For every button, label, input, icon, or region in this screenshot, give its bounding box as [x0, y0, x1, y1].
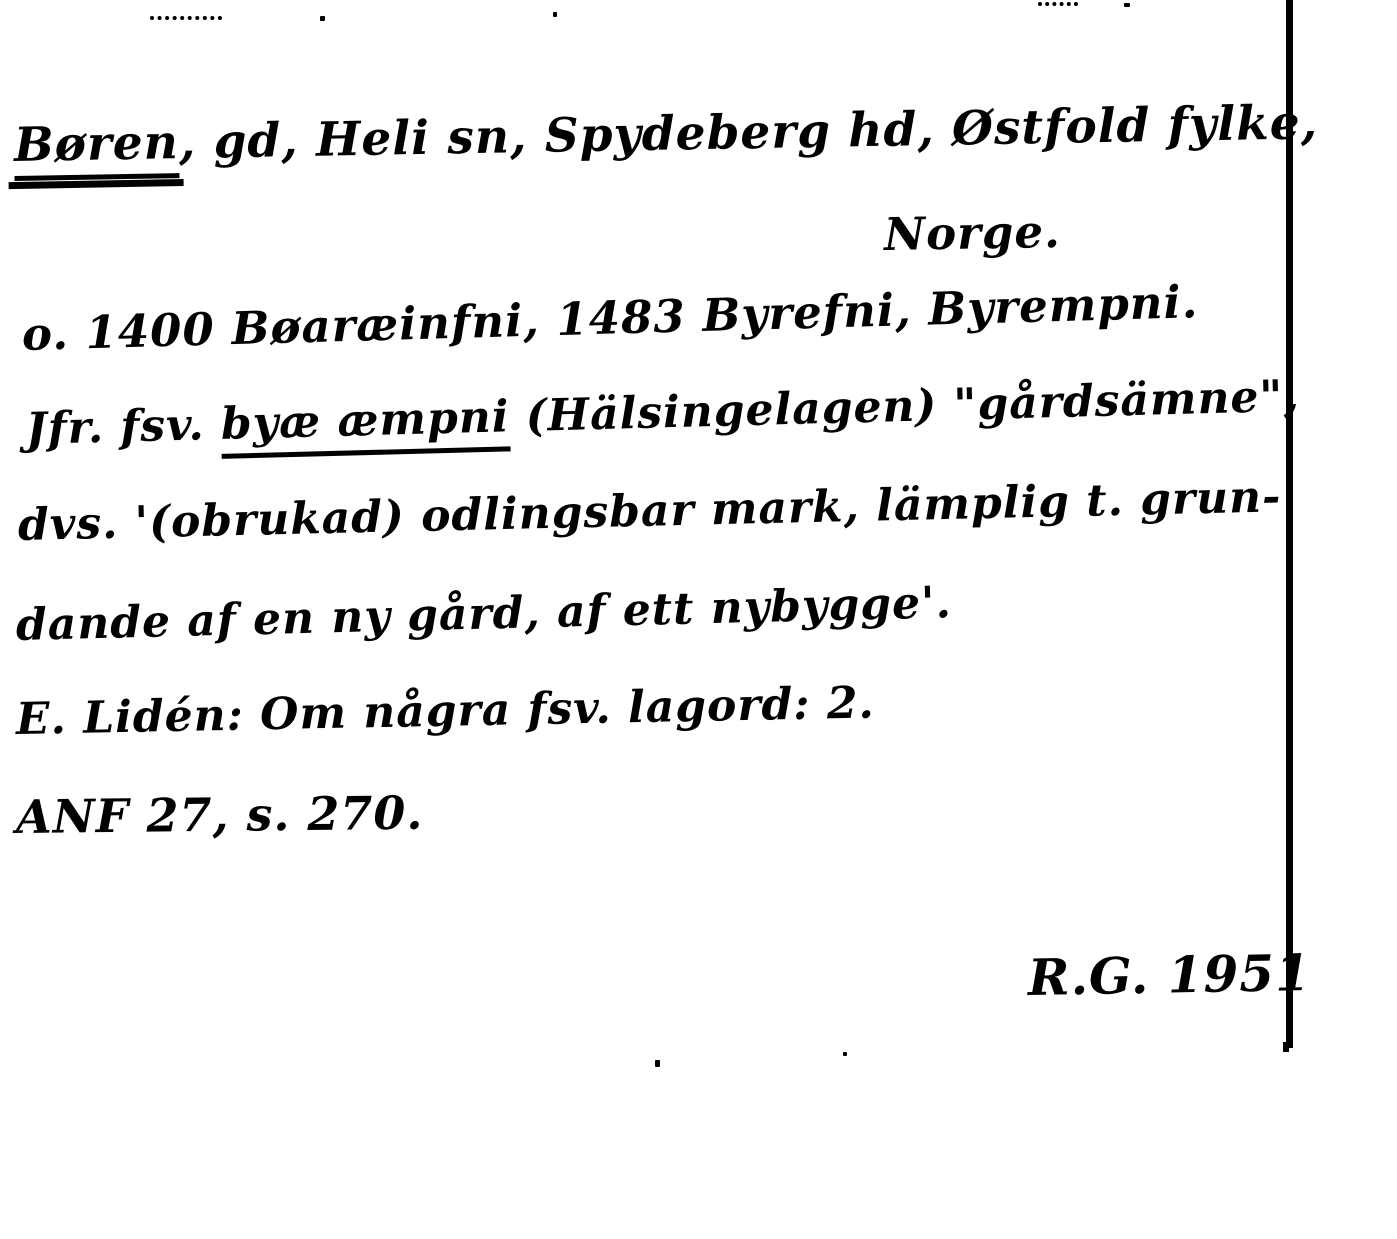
dotted-rule — [1038, 2, 1078, 6]
comparison-prefix: Jfr. fsv. — [25, 398, 222, 455]
country-line: Norge. — [883, 204, 1062, 261]
ink-speck — [655, 1060, 660, 1067]
comparison-suffix: (Hälsingelagen) "gårdsämne", — [508, 370, 1301, 443]
signature: R.G. 1951 — [1027, 943, 1312, 1007]
reference-line-1: E. Lidén: Om några fsv. lagord: 2. — [15, 677, 876, 745]
comparison-line — [25, 371, 1300, 464]
definition-line-2: dande af en ny gård, af ett nybygge'. — [15, 577, 953, 651]
headword: Børen — [13, 115, 179, 181]
ink-speck — [320, 16, 325, 21]
dotted-rule — [150, 16, 222, 20]
compared-term: byæ æmpni — [220, 391, 510, 459]
ink-speck — [553, 12, 557, 17]
ink-speck — [1124, 3, 1130, 7]
headword-line — [13, 95, 1318, 181]
historical-forms-line: o. 1400 Bøaræinfni, 1483 Byrefni, Byrempni. — [21, 275, 1199, 361]
headword-line-rest: , gd, Heli sn, Spydeberg hd, Østfold fylke, — [178, 95, 1319, 171]
definition-line-1: dvs. '(obrukad) odlingsbar mark, lämplig t. grun- — [17, 471, 1282, 551]
reference-line-2: ANF 27, s. 270. — [15, 785, 424, 844]
ink-speck — [843, 1052, 847, 1056]
